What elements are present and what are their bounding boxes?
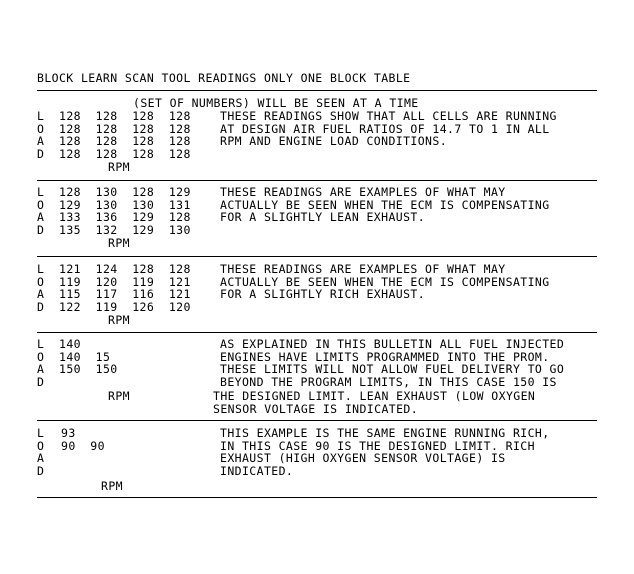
- reading-row: 128 128 128 128: [59, 121, 191, 136]
- load-letter: A: [37, 210, 45, 225]
- reading-row: 128 128 128 128: [59, 134, 191, 149]
- reading-row: 150 150: [59, 362, 118, 377]
- explanation-line: THESE READINGS SHOW THAT ALL CELLS ARE RUNNING: [220, 109, 557, 123]
- reading-row: 140 15: [59, 349, 111, 364]
- divider-rule: [37, 256, 597, 257]
- explanation-line: AS EXPLAINED IN THIS BULLETIN ALL FUEL INJECTED: [220, 337, 565, 351]
- explanation-line: THESE READINGS ARE EXAMPLES OF WHAT MAY: [220, 185, 506, 199]
- rpm-label: RPM: [108, 159, 130, 174]
- load-letter: D: [37, 147, 45, 162]
- reading-row: 128 128 128 128: [59, 109, 191, 123]
- explanation-line: EXHAUST (HIGH OXYGEN SENSOR VOLTAGE) IS: [220, 451, 506, 466]
- rpm-label: RPM: [101, 478, 123, 493]
- load-letter: L: [37, 109, 45, 123]
- load-letter: O: [37, 438, 45, 453]
- load-letter: O: [37, 349, 45, 364]
- note-text: (SET OF NUMBERS) WILL BE SEEN AT A TIME: [133, 96, 419, 110]
- divider-rule: [37, 420, 597, 421]
- explanation-line: THESE READINGS ARE EXAMPLES OF WHAT MAY: [220, 262, 506, 276]
- divider-rule: [37, 332, 597, 333]
- explanation-line: ACTUALLY BE SEEN WHEN THE ECM IS COMPENSATING: [220, 274, 550, 289]
- explanation-line: THESE LIMITS WILL NOT ALLOW FUEL DELIVERY TO GO: [220, 362, 565, 377]
- rpm-label: RPM: [108, 388, 130, 403]
- rpm-label: RPM: [108, 235, 130, 250]
- load-letter: A: [37, 362, 45, 377]
- load-letter: O: [37, 121, 45, 136]
- reading-row: 128 130 128 129: [59, 185, 191, 199]
- reading-row: 135 132 129 130: [59, 223, 191, 238]
- explanation-line: ENGINES HAVE LIMITS PROGRAMMED INTO THE PROM.: [220, 349, 550, 364]
- reading-row: 133 136 129 128: [59, 210, 191, 225]
- reading-row: 93: [61, 426, 76, 440]
- reading-row: 90 90: [61, 438, 105, 453]
- load-letter: D: [37, 223, 45, 238]
- reading-row: 119 120 119 121: [59, 274, 191, 289]
- divider-rule: [37, 497, 597, 498]
- load-letter: A: [37, 287, 45, 302]
- divider-rule: [37, 180, 597, 181]
- reading-row: 128 128 128 128: [59, 147, 191, 162]
- reading-row: 115 117 116 121: [59, 287, 191, 302]
- load-letter: L: [37, 262, 45, 276]
- explanation-line: FOR A SLIGHTLY LEAN EXHAUST.: [220, 210, 426, 225]
- load-letter: L: [37, 426, 45, 440]
- load-letter: D: [37, 300, 45, 315]
- explanation-line: RPM AND ENGINE LOAD CONDITIONS.: [220, 134, 448, 149]
- document-title: BLOCK LEARN SCAN TOOL READINGS ONLY ONE BLOCK TABLE: [37, 71, 411, 85]
- load-letter: O: [37, 197, 45, 212]
- reading-row: 129 130 130 131: [59, 197, 191, 212]
- explanation-line: THE DESIGNED LIMIT. LEAN EXHAUST (LOW OXYGEN: [213, 388, 536, 403]
- load-letter: D: [37, 375, 45, 390]
- explanation-line: SENSOR VOLTAGE IS INDICATED.: [213, 401, 419, 416]
- load-letter: A: [37, 134, 45, 149]
- explanation-line: THIS EXAMPLE IS THE SAME ENGINE RUNNING RICH,: [220, 426, 550, 440]
- load-letter: L: [37, 185, 45, 199]
- explanation-line: IN THIS CASE 90 IS THE DESIGNED LIMIT. RICH: [220, 438, 535, 453]
- rpm-label: RPM: [108, 312, 130, 327]
- reading-row: 122 119 126 120: [59, 300, 191, 315]
- explanation-line: BEYOND THE PROGRAM LIMITS, IN THIS CASE 150 IS: [220, 375, 557, 390]
- load-letter: L: [37, 337, 45, 351]
- load-letter: O: [37, 274, 45, 289]
- explanation-line: ACTUALLY BE SEEN WHEN THE ECM IS COMPENSATING: [220, 197, 550, 212]
- load-letter: D: [37, 464, 45, 479]
- explanation-line: INDICATED.: [220, 464, 294, 479]
- divider-rule: [37, 90, 597, 91]
- reading-row: 140: [59, 337, 81, 351]
- explanation-line: AT DESIGN AIR FUEL RATIOS OF 14.7 TO 1 IN ALL: [220, 121, 550, 136]
- explanation-line: FOR A SLIGHTLY RICH EXHAUST.: [220, 287, 426, 302]
- reading-row: 121 124 128 128: [59, 262, 191, 276]
- load-letter: A: [37, 451, 45, 466]
